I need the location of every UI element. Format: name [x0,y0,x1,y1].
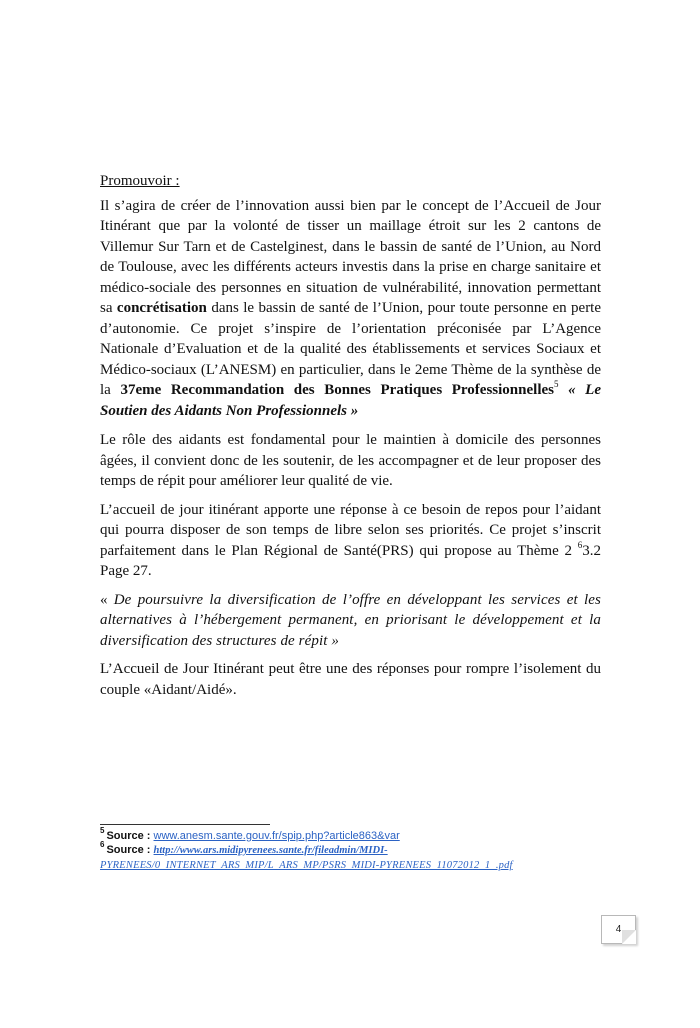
footnote-6-link-line2[interactable]: PYRENEES/0_INTERNET_ARS_MIP/L_ARS_MP/PSRS_MIDI-PYRENEES_11072012_1_.pdf [100,860,513,871]
p1-text-c: dans le bassin de santé de l’Union, pour toute personne en perte d’autonomie. Ce projet s’inspire de l’orientation préconisée par L’Agence Nationale d’Evaluation et de la qualité des établissements et services Sociaux et Médico-sociaux (L’ANESM) en particulier, dans le 2eme Thème de la synthèse de la [100,300,602,398]
paragraph-quote [100,590,601,652]
paragraph-aidants: Le rôle des aidants est fondamental pour le maintien à domicile des personnes âgées, il convient donc de les soutenir, de les accompagner et de leur proposer des temps de répit pour améliorer leur qualité de vie. [100,432,601,489]
footnote-5-number: 5 [100,826,105,836]
p1-bold-recommandation: 37eme Recommandation des Bonnes Pratiques Professionnelles [120,382,554,398]
footnote-5-label: Source : [106,830,151,842]
footnote-6-link-line1[interactable]: http://www.ars.midipyrenees.sante.fr/fileadmin/MIDI- [153,845,388,856]
paragraph-accueil [100,500,601,582]
footnote-ref-6[interactable]: 6 [577,539,583,550]
footnote-5 [100,826,620,843]
p1-bold-concretisation: concrétisation [116,300,207,316]
p1-italic-title: « Le Soutien des Aidants Non Professionnels » [100,382,602,419]
footnote-6-label: Source : [106,844,151,856]
paragraph-conclusion: L’Accueil de Jour Itinérant peut être une des réponses pour rompre l’isolement du couple «Aidant/Aidé». [100,661,601,698]
footnote-ref-5[interactable]: 5 [553,379,559,389]
p3-text-a: L’accueil de jour itinérant apporte une réponse à ce besoin de repos pour l’aidant qui pourra disposer de son temps de libre selon ses priorités. Ce projet s’inscrit parfaitement dans le Plan Régional de Santé(PRS) qui propose au Thème 2 [100,501,601,559]
footnote-separator [100,824,270,825]
footnote-6-number: 6 [100,840,105,850]
page-number: 4 [601,915,636,944]
p3-text-b: 3.2 Page 27. [100,542,601,579]
paragraph-intro [100,196,601,422]
footnotes [100,826,620,873]
body-text [100,171,601,708]
footnote-6 [100,840,620,858]
footnote-6-continued [100,858,620,873]
quote-text: De poursuivre la diversification de l’offre en développant les services et les alternatives à l’hébergement permanent, en priorisant le développement et la diversification des structures de répit » [100,591,601,649]
p1-text-a: Il s’agira de créer de l’innovation aussi bien par le concept de l’Accueil de Jour Itinérant que par la volonté de tisser un maillage étroit sur les 2 cantons de Villemur Sur Tarn et de Castelginest, dans le bassin de santé de l’Union, au Nord de Toulouse, avec les différents acteurs investis dans la prise en charge sanitaire et médico-sociale des personnes en situation de vulnérabilité, innovation permettant sa [100,197,601,316]
footnote-5-link[interactable]: www.anesm.sante.gouv.fr/spip.php?article863&var [153,830,400,842]
section-heading: Promouvoir : [100,173,180,189]
quote-open: « [100,591,114,608]
